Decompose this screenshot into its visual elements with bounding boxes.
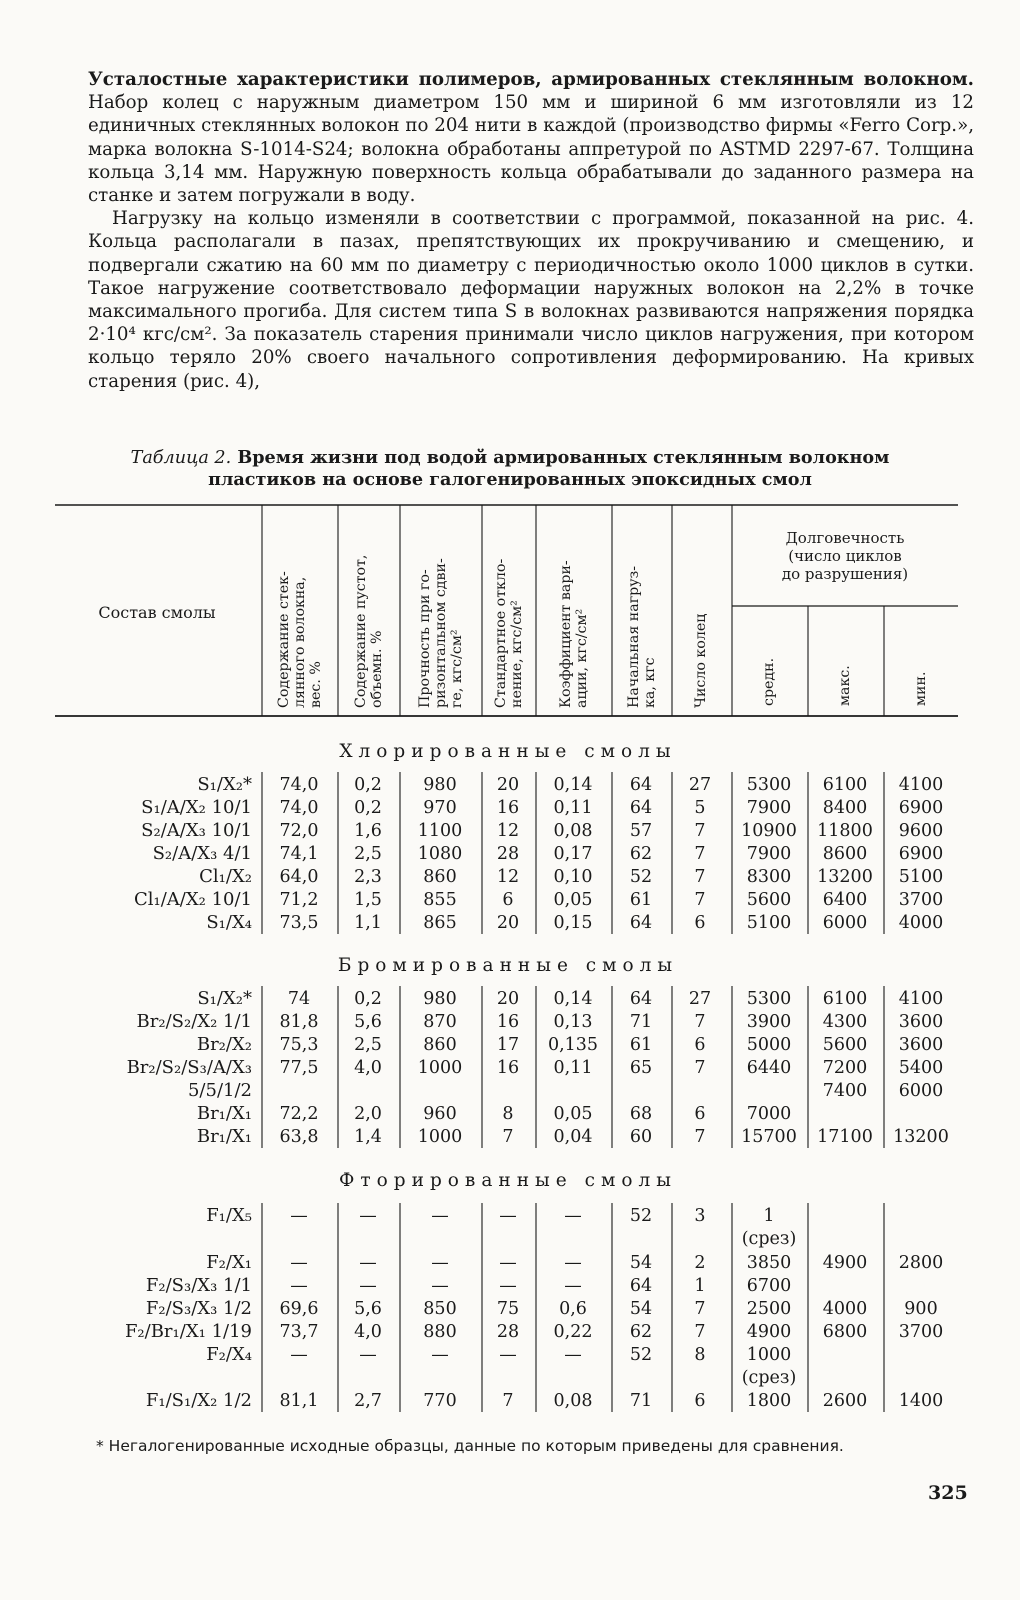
table-cell: 12 <box>496 821 520 841</box>
table-cell: 20 <box>496 913 520 933</box>
table-cell: 4,0 <box>354 1322 382 1342</box>
section-title: Хлорированные смолы <box>339 741 677 762</box>
table-caption-line2: пластиков на основе галогенированных эпоксидных смол <box>208 469 812 490</box>
table-cell: — <box>290 1206 308 1226</box>
table-cell: — <box>290 1345 308 1365</box>
table-cell: 75 <box>496 1299 520 1319</box>
table-cell: 81,8 <box>279 1012 319 1032</box>
table-cell: 0,08 <box>553 821 593 841</box>
row-composition: Br₁/X₁ <box>196 1103 252 1124</box>
table-cell: 0,2 <box>354 775 382 795</box>
table-cell: 0,10 <box>553 867 593 887</box>
table-cell: 5 <box>694 798 706 818</box>
table-cell: — <box>431 1345 449 1365</box>
table-cell: 8300 <box>746 867 792 887</box>
table-cell: 0,6 <box>559 1299 587 1319</box>
durability-subheader-3: мин. <box>913 671 929 706</box>
table-cell: 6 <box>694 1104 706 1124</box>
table-cell: 5000 <box>746 1035 792 1055</box>
table-cell: 65 <box>629 1058 653 1078</box>
table-cell: — <box>431 1253 449 1273</box>
table-cell: 71,2 <box>279 890 319 910</box>
table-cell: 4900 <box>746 1322 792 1342</box>
table-cell: 7 <box>694 1322 706 1342</box>
rotated-header-text: Число колец <box>693 613 709 708</box>
table-cell: (срез) <box>741 1229 797 1249</box>
table-cell: 980 <box>423 775 457 795</box>
table-cell: 7 <box>694 1058 706 1078</box>
table-cell: 5100 <box>746 913 792 933</box>
table-cell: 64 <box>629 1276 653 1296</box>
rotated-header-text: Начальная нагруз- <box>626 565 642 708</box>
row-composition: F₂/X₁ <box>206 1252 252 1273</box>
table-cell: 2 <box>694 1253 706 1273</box>
table-cell: 1800 <box>746 1391 792 1411</box>
table-cell: 3 <box>694 1206 706 1226</box>
table-cell: 5100 <box>898 867 944 887</box>
table-cell: 7200 <box>822 1058 868 1078</box>
table-cell: 860 <box>423 1035 457 1055</box>
rotated-header-text: нение, кгс/см² <box>509 600 525 708</box>
table-cell: 880 <box>423 1322 457 1342</box>
table-cell: 6700 <box>746 1276 792 1296</box>
row-composition: F₁/X₅ <box>206 1205 252 1226</box>
table-cell: 13200 <box>893 1127 949 1147</box>
row-composition: F₂/S₃/X₃ 1/1 <box>145 1275 252 1296</box>
table-cell: 6100 <box>822 775 868 795</box>
table-caption-line1: Время жизни под водой армированных стеклянным волокном <box>237 447 890 468</box>
rotated-header-text: Стандартное откло- <box>493 558 509 708</box>
table-cell: 1 <box>694 1276 706 1296</box>
table-cell: — <box>499 1206 517 1226</box>
table-cell: 6 <box>694 913 706 933</box>
section-title: Фторированные смолы <box>339 1170 677 1191</box>
table-cell: 16 <box>496 798 520 818</box>
table-cell: 9600 <box>898 821 944 841</box>
table-cell: 7 <box>694 844 706 864</box>
table-cell: 0,11 <box>553 1058 593 1078</box>
table-cell: — <box>564 1253 582 1273</box>
table-cell: 28 <box>496 844 520 864</box>
table-cell: — <box>564 1276 582 1296</box>
table-cell: 900 <box>904 1299 938 1319</box>
table-cell: 855 <box>423 890 457 910</box>
table-cell: 4000 <box>898 913 944 933</box>
table-cell: 64 <box>629 989 653 1009</box>
table-cell: 5300 <box>746 989 792 1009</box>
table-cell: 8400 <box>822 798 868 818</box>
table-cell: 1100 <box>417 821 463 841</box>
table-cell: 2,5 <box>354 844 382 864</box>
table-cell: 7 <box>694 890 706 910</box>
rotated-header-text: объемн. % <box>369 630 385 708</box>
table-cell: 6000 <box>898 1081 944 1101</box>
durability-header-text: (число циклов <box>788 547 902 565</box>
table-cell: 7 <box>694 821 706 841</box>
section-title: Бромированные смолы <box>337 955 679 976</box>
table-cell: 5600 <box>746 890 792 910</box>
table-cell: 20 <box>496 989 520 1009</box>
table-cell: 960 <box>423 1104 457 1124</box>
table-cell: 6 <box>502 890 514 910</box>
table-cell: 2600 <box>822 1391 868 1411</box>
table-cell: 7 <box>694 1012 706 1032</box>
table-cell: 6800 <box>822 1322 868 1342</box>
row-composition: S₁/X₂* <box>197 988 252 1009</box>
table-cell: 0,08 <box>553 1391 593 1411</box>
table-caption-label: Таблица 2. <box>130 448 232 468</box>
table-cell: — <box>499 1345 517 1365</box>
table-cell: — <box>290 1253 308 1273</box>
table-cell: 4100 <box>898 775 944 795</box>
table-cell: 6440 <box>746 1058 792 1078</box>
row-composition: F₂/X₄ <box>206 1344 252 1365</box>
table-cell: (срез) <box>741 1368 797 1388</box>
row-composition: Br₁/X₁ <box>196 1126 252 1147</box>
table-cell: 2800 <box>898 1253 944 1273</box>
table-cell: 4100 <box>898 989 944 1009</box>
table-cell: 1,5 <box>354 890 382 910</box>
table-cell: 0,135 <box>547 1035 599 1055</box>
table-cell: 1400 <box>898 1391 944 1411</box>
table-cell: 5600 <box>822 1035 868 1055</box>
table-cell: 69,6 <box>279 1299 319 1319</box>
table-cell: 60 <box>629 1127 653 1147</box>
row-composition: S₂/A/X₃ 4/1 <box>152 843 252 864</box>
paragraph-2-text: Нагрузку на кольцо изменяли в соответствии с программой, показанной на рис. 4. Кольца располагали в пазах, препятствующих их прокручиванию и смещению, и подвергали сжатию на 60 мм по диаметру с периодичностью около 1000 циклов в сутки. Такое нагружение соответствовало деформации наружных волокон на 2,2% в точке максимального прогиба. Для систем типа S в волокнах развиваются напряжения порядка 2·10⁴ кгс/см². За показатель старения принимали число циклов нагружения, при котором кольцо теряло 20% своего начального сопротивления деформированию. На кривых старения (рис. 4), <box>88 208 974 392</box>
page-number: 325 <box>928 1482 968 1504</box>
row-composition: Cl₁/X₂ <box>199 866 252 887</box>
table-cell: 0,14 <box>553 775 593 795</box>
table-cell: 0,04 <box>553 1127 593 1147</box>
table-cell: 71 <box>629 1012 653 1032</box>
rotated-header-text: ка, кгс <box>642 657 658 708</box>
paragraph-1-text: Набор колец с наружным диаметром 150 мм и шириной 6 мм изготовляли из 12 единичных стеклянных волокон по 204 нити в каждой (производство фирмы «Ferro Corp.», марка волокна S-1014-S24; волокна обработаны аппретурой по ASTMD 2297-67. Толщина кольца 3,14 мм. Наружную поверхность кольца обрабатывали до заданного размера на станке и затем погружали в воду. <box>88 92 974 207</box>
table-cell: 0,05 <box>553 890 593 910</box>
table-cell: 1080 <box>417 844 463 864</box>
rotated-header-text: ге, кгс/см² <box>449 629 465 708</box>
table-cell: 1,1 <box>354 913 382 933</box>
table-cell: — <box>499 1276 517 1296</box>
table-cell: 27 <box>688 775 712 795</box>
table-cell: 63,8 <box>279 1127 319 1147</box>
table-cell: 10900 <box>741 821 797 841</box>
table-cell: 6100 <box>822 989 868 1009</box>
table-cell: 52 <box>629 1206 653 1226</box>
table-cell: 68 <box>629 1104 653 1124</box>
row-composition: S₂/A/X₃ 10/1 <box>141 820 252 841</box>
table-cell: — <box>359 1206 377 1226</box>
table-cell: — <box>359 1253 377 1273</box>
table-cell: 1000 <box>417 1127 463 1147</box>
table-cell: 0,17 <box>553 844 593 864</box>
durability-header-text: Долговечность <box>785 529 905 547</box>
table-cell: 0,2 <box>354 989 382 1009</box>
row-composition: F₂/Br₁/X₁ 1/19 <box>124 1321 252 1342</box>
table-cell: — <box>564 1206 582 1226</box>
table-cell: 7 <box>502 1127 514 1147</box>
table-cell: 52 <box>629 1345 653 1365</box>
table-cell: 6 <box>694 1391 706 1411</box>
table-cell: 3900 <box>746 1012 792 1032</box>
table-cell: 11800 <box>817 821 873 841</box>
table-cell: 2,0 <box>354 1104 382 1124</box>
row-composition: Cl₁/A/X₂ 10/1 <box>133 889 252 910</box>
table-cell: 74 <box>287 989 311 1009</box>
table-cell: 3850 <box>746 1253 792 1273</box>
row-composition: Br₂/S₂/X₂ 1/1 <box>136 1011 252 1032</box>
table-cell: 4900 <box>822 1253 868 1273</box>
table-cell: — <box>431 1276 449 1296</box>
table-cell: 4,0 <box>354 1058 382 1078</box>
table-cell: 5,6 <box>354 1012 382 1032</box>
table-cell: 6900 <box>898 844 944 864</box>
table-cell: 20 <box>496 775 520 795</box>
table-cell: 1 <box>763 1206 775 1226</box>
table-cell: 13200 <box>817 867 873 887</box>
table-cell: 0,11 <box>553 798 593 818</box>
row-composition: F₁/S₁/X₂ 1/2 <box>145 1390 252 1411</box>
rotated-header-text: Содержание стек- <box>276 571 292 708</box>
table-cell: 2500 <box>746 1299 792 1319</box>
table-cell: 7 <box>694 867 706 887</box>
table-cell: 6 <box>694 1035 706 1055</box>
table-cell: — <box>564 1345 582 1365</box>
table-cell: — <box>359 1345 377 1365</box>
row-composition: S₁/A/X₂ 10/1 <box>141 797 252 818</box>
rotated-header-text: ации, кгс/см² <box>574 608 590 708</box>
table-cell: 970 <box>423 798 457 818</box>
table-cell: 52 <box>629 867 653 887</box>
table-cell: 2,3 <box>354 867 382 887</box>
table-cell: 2,5 <box>354 1035 382 1055</box>
table-cell: 8 <box>502 1104 514 1124</box>
row-composition: F₂/S₃/X₃ 1/2 <box>145 1298 252 1319</box>
rotated-header-text: Содержание пустот, <box>353 554 369 708</box>
row-composition: Br₂/S₂/S₃/A/X₃ <box>126 1057 252 1078</box>
table-cell: 980 <box>423 989 457 1009</box>
table-cell: 64 <box>629 913 653 933</box>
table-cell: 16 <box>496 1058 520 1078</box>
table-cell: 7 <box>694 1127 706 1147</box>
rotated-header-text: ризонтальном сдви- <box>433 558 449 708</box>
table-cell: 1,6 <box>354 821 382 841</box>
table-cell: 5300 <box>746 775 792 795</box>
table-cell: 2,7 <box>354 1391 382 1411</box>
table-cell: 75,3 <box>279 1035 319 1055</box>
table-cell: 4000 <box>822 1299 868 1319</box>
table-cell: 81,1 <box>279 1391 319 1411</box>
table-cell: 17 <box>496 1035 520 1055</box>
table-cell: 7400 <box>822 1081 868 1101</box>
table-cell: 72,2 <box>279 1104 319 1124</box>
table-cell: — <box>359 1276 377 1296</box>
table-cell: 0,2 <box>354 798 382 818</box>
table-cell: 73,7 <box>279 1322 319 1342</box>
table-cell: 5400 <box>898 1058 944 1078</box>
table-cell: 54 <box>629 1299 653 1319</box>
durability-header-text: до разрушения) <box>781 565 909 583</box>
table-cell: 54 <box>629 1253 653 1273</box>
table-cell: 62 <box>629 1322 653 1342</box>
row-composition: Br₂/X₂ <box>196 1034 252 1055</box>
table-cell: 8 <box>694 1345 706 1365</box>
table-cell: 12 <box>496 867 520 887</box>
table-cell: 64 <box>629 798 653 818</box>
table-cell: 770 <box>423 1391 457 1411</box>
table-cell: 15700 <box>741 1127 797 1147</box>
table-cell: 3600 <box>898 1035 944 1055</box>
table-cell: 0,22 <box>553 1322 593 1342</box>
durability-subheader-1: средн. <box>761 657 777 706</box>
table-cell: 61 <box>629 890 653 910</box>
table-cell: 71 <box>629 1391 653 1411</box>
table-cell: 0,05 <box>553 1104 593 1124</box>
table-cell: 3700 <box>898 890 944 910</box>
table-cell: 870 <box>423 1012 457 1032</box>
table-cell: 17100 <box>817 1127 873 1147</box>
rotated-header-text: Прочность при го- <box>417 569 433 708</box>
table-cell: 7 <box>694 1299 706 1319</box>
table-cell: — <box>431 1206 449 1226</box>
footnote: * Негалогенированные исходные образцы, данные по которым приведены для сравнения. <box>96 1437 844 1455</box>
table-cell: 5,6 <box>354 1299 382 1319</box>
table-cell: — <box>290 1276 308 1296</box>
table-cell: 0,15 <box>553 913 593 933</box>
row-composition: S₁/X₂* <box>197 774 252 795</box>
table-cell: 1000 <box>417 1058 463 1078</box>
table-cell: 64 <box>629 775 653 795</box>
header-composition: Состав смолы <box>98 603 216 622</box>
table-cell: 860 <box>423 867 457 887</box>
table-cell: 1000 <box>746 1345 792 1365</box>
table-cell: 850 <box>423 1299 457 1319</box>
table-cell: 0,14 <box>553 989 593 1009</box>
table-cell: 27 <box>688 989 712 1009</box>
table-cell: 74,0 <box>279 775 319 795</box>
table-cell: 6400 <box>822 890 868 910</box>
row-composition: S₁/X₄ <box>206 912 252 933</box>
table-cell: 3600 <box>898 1012 944 1032</box>
table-cell: 57 <box>629 821 653 841</box>
table-cell: 74,0 <box>279 798 319 818</box>
table-cell: 7900 <box>746 798 792 818</box>
table-cell: 7900 <box>746 844 792 864</box>
table-cell: 865 <box>423 913 457 933</box>
table-cell: 16 <box>496 1012 520 1032</box>
table-cell: 8600 <box>822 844 868 864</box>
table-cell: 73,5 <box>279 913 319 933</box>
table-cell: 62 <box>629 844 653 864</box>
table-cell: 74,1 <box>279 844 319 864</box>
paragraph-1-lead: Усталостные характеристики полимеров, армированных стеклянным волокном. <box>88 69 974 90</box>
rotated-header-text: Коэффициент вари- <box>558 560 574 708</box>
table-cell: 64,0 <box>279 867 319 887</box>
table-cell: 28 <box>496 1322 520 1342</box>
table-cell: 0,13 <box>553 1012 593 1032</box>
table-cell: 6900 <box>898 798 944 818</box>
rotated-header-text: вес. % <box>308 661 324 708</box>
row-composition: 5/5/1/2 <box>187 1080 252 1101</box>
table-cell: 3700 <box>898 1322 944 1342</box>
table-cell: 4300 <box>822 1012 868 1032</box>
table-cell: — <box>499 1253 517 1273</box>
table-cell: 61 <box>629 1035 653 1055</box>
table-cell: 72,0 <box>279 821 319 841</box>
durability-subheader-2: макс. <box>837 665 853 706</box>
table-cell: 7 <box>502 1391 514 1411</box>
table-cell: 7000 <box>746 1104 792 1124</box>
rotated-header-text: лянного волокна, <box>292 576 308 708</box>
table-cell: 77,5 <box>279 1058 319 1078</box>
table-cell: 6000 <box>822 913 868 933</box>
table-cell: 1,4 <box>354 1127 382 1147</box>
